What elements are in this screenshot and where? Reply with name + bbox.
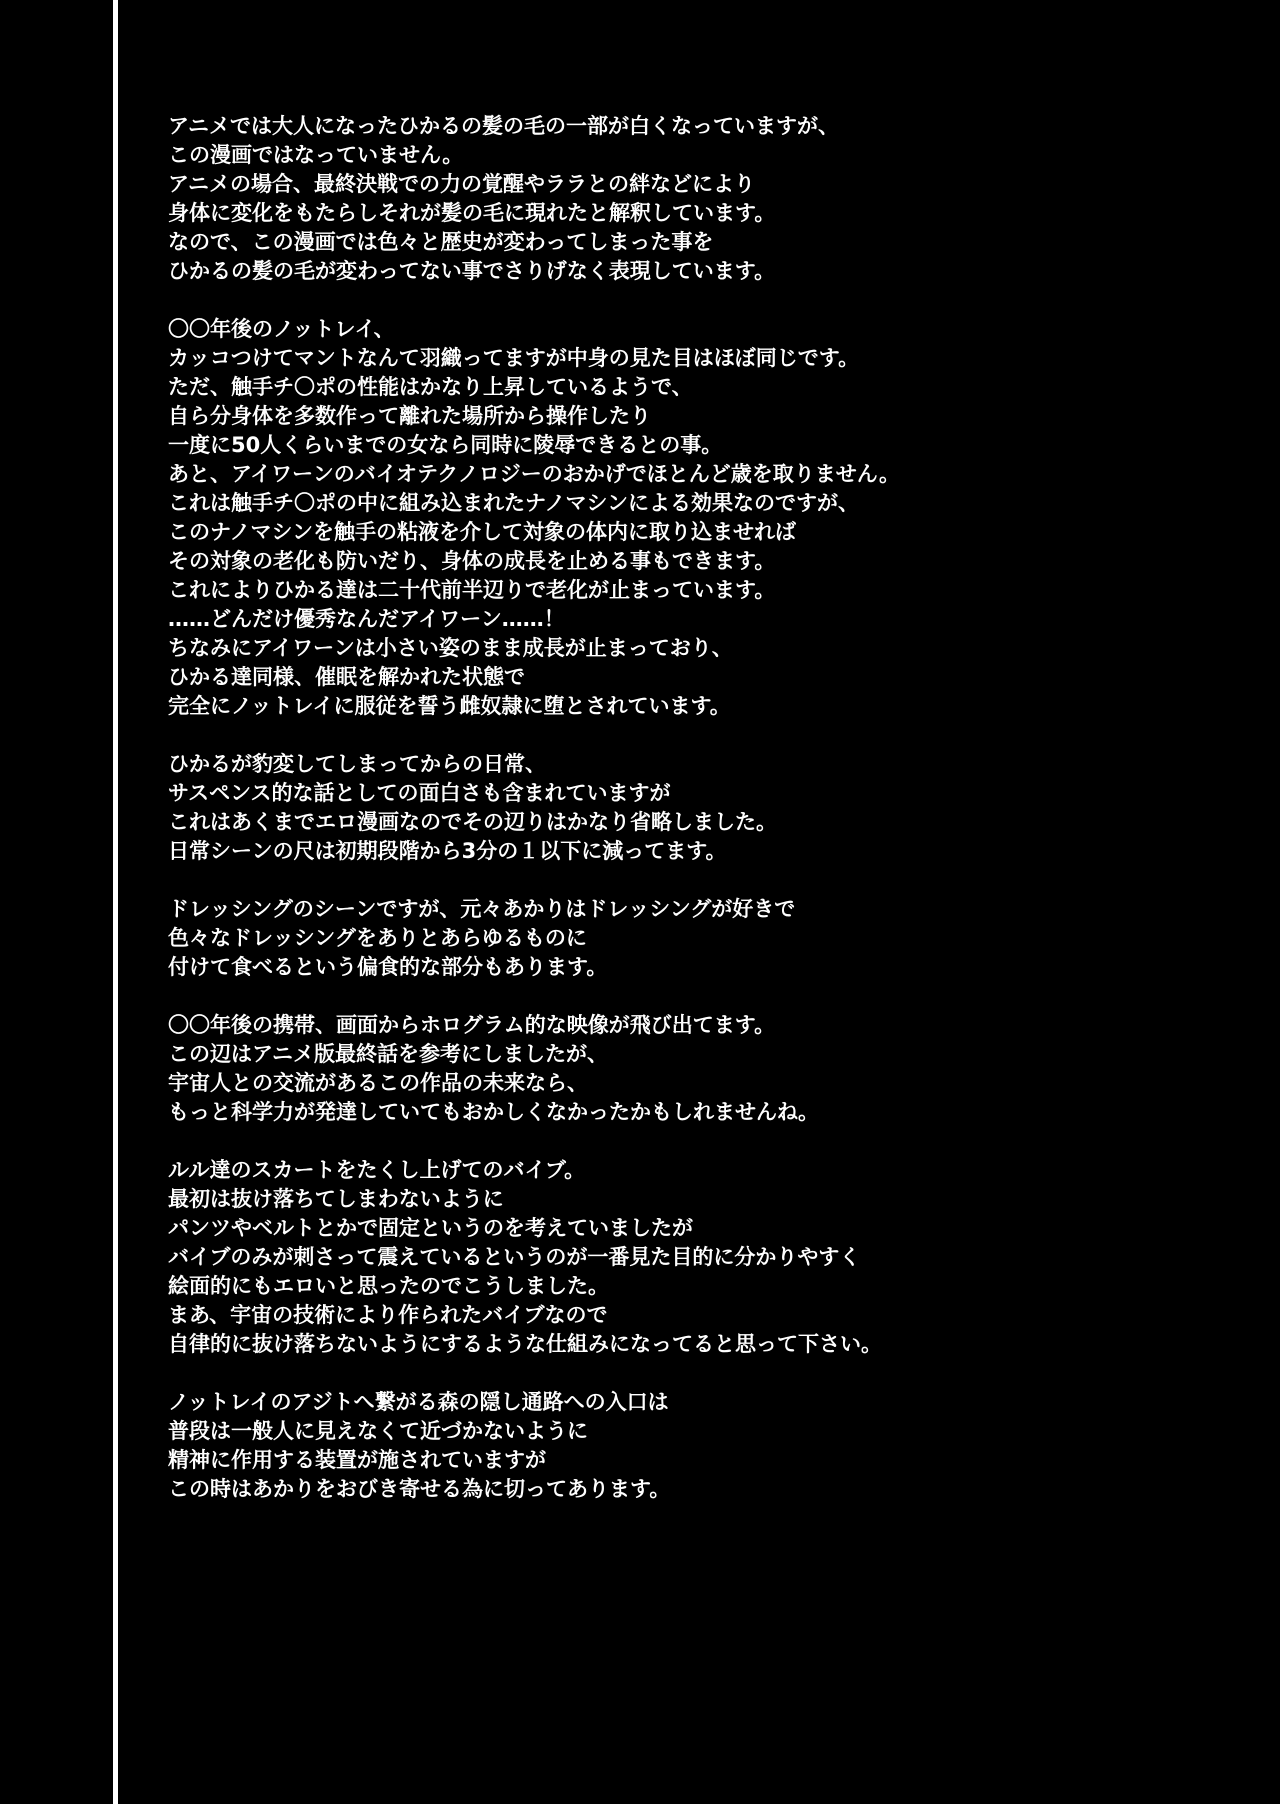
left-vertical-rule (113, 0, 118, 1804)
text-line: この漫画ではなっていません。 (168, 143, 464, 167)
text-line: 絵面的にもエロいと思ったのでこうしました。 (168, 1274, 609, 1298)
text-line: ちなみにアイワーンは小さい姿のまま成長が止まっており、 (168, 636, 733, 660)
text-line: 宇宙人との交流があるこの作品の未来なら、 (168, 1071, 588, 1095)
text-line: 精神に作用する装置が施されていますが (168, 1448, 546, 1472)
paragraph-7 (168, 1388, 1218, 1504)
paragraph-5 (168, 1011, 1218, 1127)
text-line: この時はあかりをおびき寄せる為に切ってあります。 (168, 1477, 671, 1501)
text-line: その対象の老化も防いだり、身体の成長を止める事もできます。 (168, 549, 776, 573)
text-line: あと、アイワーンのバイオテクノロジーのおかげでほとんど歳を取りません。 (168, 462, 901, 486)
text-line: ひかる達同様、催眠を解かれた状態で (168, 665, 525, 689)
text-line: 普段は一般人に見えなくて近づかないように (168, 1419, 588, 1443)
paragraph-2 (168, 315, 1218, 721)
text-line: カッコつけてマントなんて羽織ってますが中身の見た目はほぼ同じです。 (168, 346, 860, 370)
text-line: 色々なドレッシングをありとあらゆるものに (168, 926, 587, 950)
paragraph-6 (168, 1156, 1218, 1359)
text-line: ノットレイのアジトへ繋がる森の隠し通路への入口は (168, 1390, 669, 1414)
text-line: アニメでは大人になったひかるの髪の毛の一部が白くなっていますが、 (168, 114, 839, 138)
afterword-text (168, 112, 1218, 1533)
text-line: バイブのみが刺さって震えているというのが一番見た目的に分かりやすく (168, 1245, 861, 1269)
text-line: ……どんだけ優秀なんだアイワーン……！ (168, 607, 565, 631)
text-line: これによりひかる達は二十代前半辺りで老化が止まっています。 (168, 578, 776, 602)
text-line: アニメの場合、最終決戦での力の覚醒やララとの絆などにより (168, 172, 755, 196)
text-line: これはあくまでエロ漫画なのでその辺りはかなり省略しました。 (168, 810, 777, 834)
text-line: もっと科学力が発達していてもおかしくなかったかもしれませんね。 (168, 1100, 819, 1124)
text-line: 〇〇年後のノットレイ、 (168, 317, 395, 341)
text-line: これは触手チ〇ポの中に組み込まれたナノマシンによる効果なのですが、 (168, 491, 860, 515)
text-line: まあ、宇宙の技術により作られたバイブなので (168, 1303, 608, 1327)
text-line: 自律的に抜け落ちないようにするような仕組みになってると思って下さい。 (168, 1332, 882, 1356)
paragraph-1 (168, 112, 1218, 286)
text-line: ただ、触手チ〇ポの性能はかなり上昇しているようで、 (168, 375, 693, 399)
text-line: 最初は抜け落ちてしまわないように (168, 1187, 504, 1211)
text-line: サスペンス的な話としての面白さも含まれていますが (168, 781, 671, 805)
text-line: 付けて食べるという偏食的な部分もあります。 (168, 955, 608, 979)
text-line: このナノマシンを触手の粘液を介して対象の体内に取り込ませれば (168, 520, 797, 544)
text-line: パンツやベルトとかで固定というのを考えていましたが (168, 1216, 693, 1240)
text-line: 一度に50人くらいまでの女なら同時に陵辱できるとの事。 (168, 433, 723, 457)
text-line: 完全にノットレイに服従を誓う雌奴隷に堕とされています。 (168, 694, 731, 718)
paragraph-4 (168, 895, 1218, 982)
text-line: 日常シーンの尺は初期段階から3分の１以下に減ってます。 (168, 839, 727, 863)
text-line: 身体に変化をもたらしそれが髪の毛に現れたと解釈しています。 (168, 201, 776, 225)
text-line: ひかるが豹変してしまってからの日常、 (168, 752, 546, 776)
text-line: 自ら分身体を多数作って離れた場所から操作したり (168, 404, 651, 428)
text-line: ドレッシングのシーンですが、元々あかりはドレッシングが好きで (168, 897, 796, 921)
text-line: なので、この漫画では色々と歴史が変わってしまった事を (168, 230, 714, 254)
text-line: 〇〇年後の携帯、画面からホログラム的な映像が飛び出てます。 (168, 1013, 776, 1037)
text-line: ルル達のスカートをたくし上げてのバイブ。 (168, 1158, 586, 1182)
text-line: ひかるの髪の毛が変わってない事でさりげなく表現しています。 (168, 259, 776, 283)
text-line: この辺はアニメ版最終話を参考にしましたが、 (168, 1042, 608, 1066)
paragraph-3 (168, 750, 1218, 866)
